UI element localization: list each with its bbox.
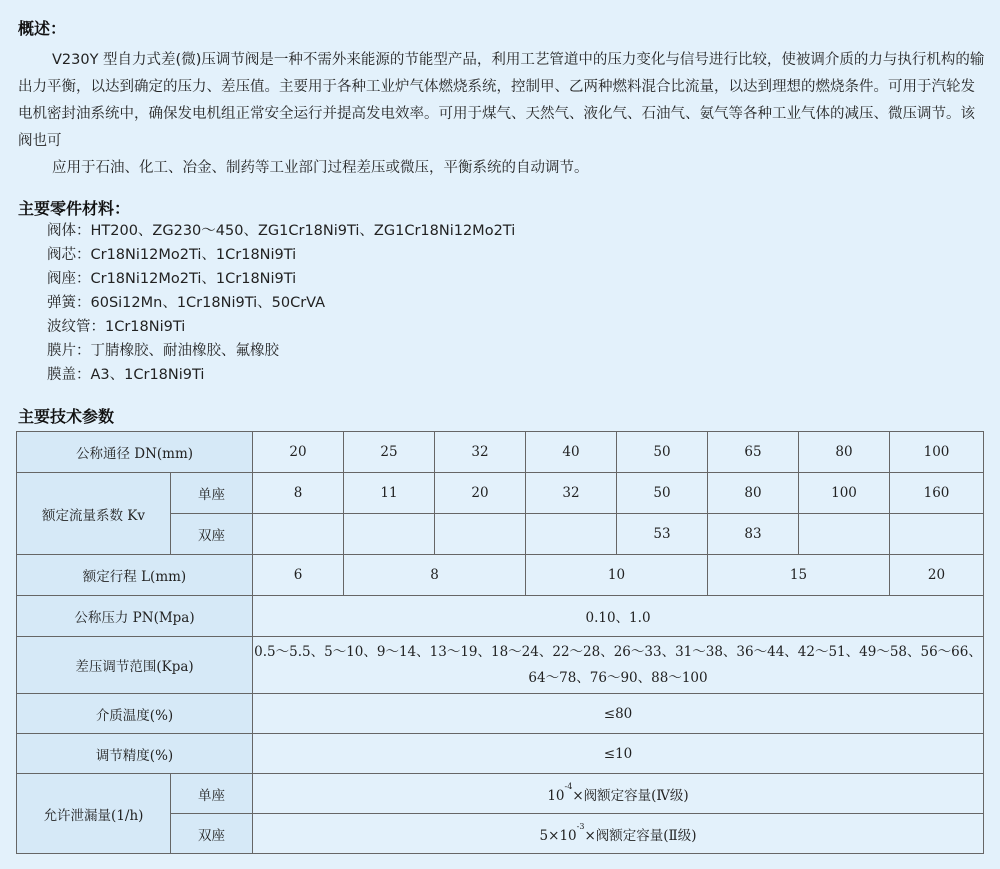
stroke-value: 20 <box>890 555 984 596</box>
table-row <box>17 734 984 774</box>
dn-value: 80 <box>799 432 890 473</box>
kv-single-value: 80 <box>708 473 799 514</box>
stroke-value: 15 <box>708 555 890 596</box>
kv-single-value: 50 <box>617 473 708 514</box>
dn-value: 20 <box>253 432 344 473</box>
overview-heading: 概述： <box>18 19 67 38</box>
table-row <box>17 555 984 596</box>
kv-single-value: 11 <box>344 473 435 514</box>
kv-double-value <box>344 514 435 555</box>
materials-list <box>47 219 515 387</box>
dn-label: 公称通径 DN(mm) <box>17 432 253 473</box>
kv-single-value: 160 <box>890 473 984 514</box>
kv-single-value: 100 <box>799 473 890 514</box>
material-item: 膜盖：A3、1Cr18Ni9Ti <box>47 367 205 383</box>
dn-value: 100 <box>890 432 984 473</box>
table-row <box>17 774 984 814</box>
temp-value: ≤80 <box>253 694 984 734</box>
leak-single-seat-label: 单座 <box>171 774 253 814</box>
dn-value: 40 <box>526 432 617 473</box>
dn-value: 25 <box>344 432 435 473</box>
pn-label: 公称压力 PN(Mpa) <box>17 596 253 637</box>
material-item: 膜片：丁腈橡胶、耐油橡胶、氟橡胶 <box>47 343 279 359</box>
overview-paragraph-2: 应用于石油、化工、冶金、制药等工业部门过程差压或微压，平衡系统的自动调节。 <box>52 160 589 176</box>
kv-double-value <box>799 514 890 555</box>
stroke-label: 额定行程 L(mm) <box>17 555 253 596</box>
stroke-value: 8 <box>344 555 526 596</box>
kv-label: 额定流量系数 Kv <box>17 473 171 555</box>
leak-double-exponent: -3 <box>576 821 585 831</box>
stroke-value: 6 <box>253 555 344 596</box>
kv-single-seat-label: 单座 <box>171 473 253 514</box>
table-row <box>17 432 984 473</box>
leak-double-value <box>253 814 984 854</box>
table-row <box>17 694 984 734</box>
table-row <box>17 637 984 694</box>
material-item: 弹簧：60Si12Mn、1Cr18Ni9Ti、50CrVA <box>47 295 326 311</box>
kv-double-seat-label: 双座 <box>171 514 253 555</box>
material-item: 阀体：HT200、ZG230～450、ZG1Cr18Ni9Ti、ZG1Cr18Ni12Mo2Ti <box>47 223 516 239</box>
kv-double-value <box>435 514 526 555</box>
dn-value: 65 <box>708 432 799 473</box>
dn-value: 50 <box>617 432 708 473</box>
leak-label: 允许泄漏量(1/h) <box>17 774 171 854</box>
kv-double-value <box>253 514 344 555</box>
leak-double-rest: ×阀额定容量(Ⅱ级) <box>584 827 697 844</box>
dn-value: 32 <box>435 432 526 473</box>
kv-single-value: 20 <box>435 473 526 514</box>
precision-value: ≤10 <box>253 734 984 774</box>
leak-single-exponent: -4 <box>564 781 573 791</box>
leak-single-rest: ×阀额定容量(Ⅳ级) <box>572 787 689 804</box>
kv-double-value <box>890 514 984 555</box>
kv-double-value: 53 <box>617 514 708 555</box>
leak-single-base: 10 <box>547 787 565 804</box>
kv-single-value: 8 <box>253 473 344 514</box>
table-row <box>17 473 984 514</box>
overview-paragraph-1: V230Y 型自力式差(微)压调节阀是一种不需外来能源的节能型产品，利用工艺管道中的压力变化与信号进行比较，使被调介质的力与执行机构的输出力平衡，以达到确定的压力、差压值。主要用于各种工业炉气体燃烧系统，控制甲、乙两种燃料混合比流量，以达到理想的燃烧条件。可用于汽轮发电机密封油系统中，确保发电机组正常安全运行并提高发电效率。可用于煤气、天然气、液化气、石油气、氨气等各种工业气体的减压、微压调节。该阀也可 <box>18 52 985 149</box>
materials-heading: 主要零件材料： <box>18 199 131 218</box>
material-item: 阀座：Cr18Ni12Mo2Ti、1Cr18Ni9Ti <box>47 271 297 287</box>
kv-single-value: 32 <box>526 473 617 514</box>
leak-double-seat-label: 双座 <box>171 814 253 854</box>
leak-single-value <box>253 774 984 814</box>
range-label: 差压调节范围(Kpa) <box>17 637 253 694</box>
material-item: 波纹管：1Cr18Ni9Ti <box>47 319 186 335</box>
material-item: 阀芯：Cr18Ni12Mo2Ti、1Cr18Ni9Ti <box>47 247 297 263</box>
precision-label: 调节精度(%) <box>17 734 253 774</box>
range-value: 0.5～5.5、5～10、9～14、13～19、18～24、22～28、26～33、31～38、36～44、42～51、49～58、56～66、64～78、76～90、88～100 <box>253 637 984 694</box>
leak-double-base: 5×10 <box>539 827 577 844</box>
kv-double-value: 83 <box>708 514 799 555</box>
specs-heading: 主要技术参数 <box>18 407 115 426</box>
kv-double-value <box>526 514 617 555</box>
temp-label: 介质温度(%) <box>17 694 253 734</box>
pn-value: 0.10、1.0 <box>253 596 984 637</box>
spec-table <box>16 431 984 854</box>
stroke-value: 10 <box>526 555 708 596</box>
overview-text <box>18 47 986 182</box>
table-row <box>17 596 984 637</box>
